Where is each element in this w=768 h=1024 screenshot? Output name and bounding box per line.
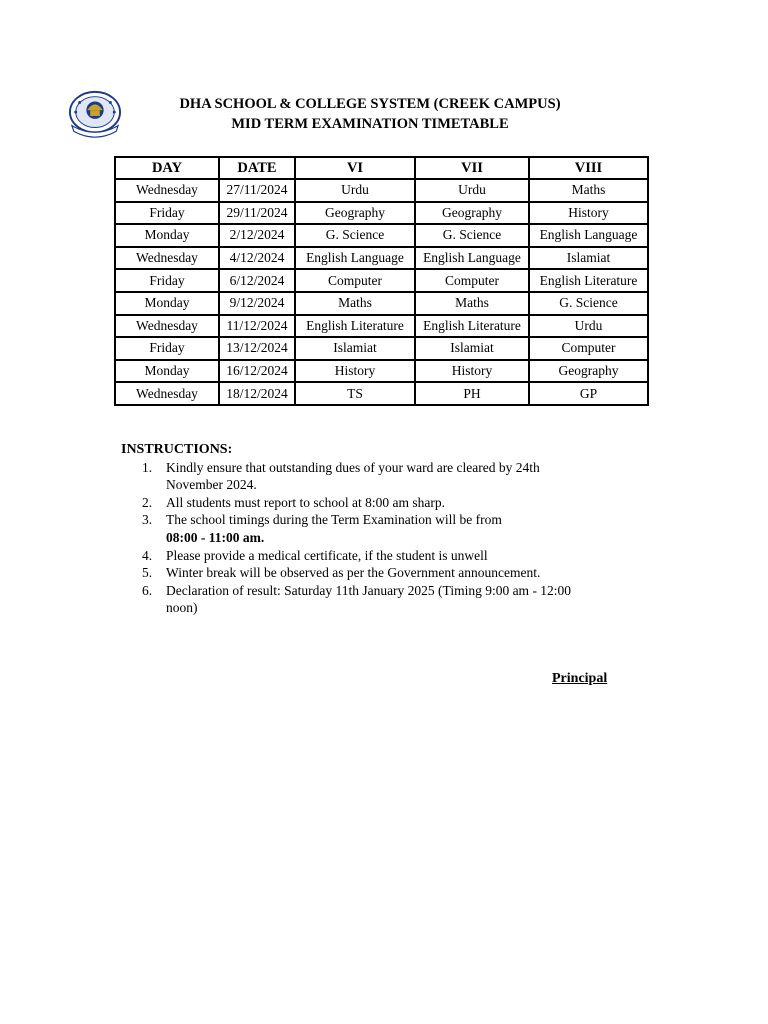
class-vi-subject: TS [295, 382, 415, 405]
date-cell: 29/11/2024 [219, 202, 295, 225]
date-cell: 11/12/2024 [219, 315, 295, 338]
class-viii-subject: Urdu [529, 315, 648, 338]
day-cell: Monday [115, 292, 219, 315]
list-item [121, 511, 591, 546]
table-row [115, 382, 648, 405]
column-header-day: DAY [115, 157, 219, 179]
column-header-date: DATE [219, 157, 295, 179]
item-number: 6. [142, 582, 153, 598]
table-row [115, 337, 648, 360]
item-text: Kindly ensure that outstanding dues of your ward are cleared by 24th November 2024. [166, 459, 540, 493]
class-viii-subject: G. Science [529, 292, 648, 315]
day-cell: Friday [115, 269, 219, 292]
class-vii-subject: Urdu [415, 179, 529, 202]
class-vii-subject: G. Science [415, 224, 529, 247]
class-vi-subject: Urdu [295, 179, 415, 202]
exam-timing: 08:00 - 11:00 am. [166, 529, 265, 545]
table-header-row [115, 157, 648, 179]
day-cell: Wednesday [115, 247, 219, 270]
item-number: 2. [142, 494, 153, 510]
item-text: Please provide a medical certificate, if the student is unwell [166, 547, 488, 563]
table-row [115, 360, 648, 383]
document-header [150, 94, 590, 134]
date-cell: 4/12/2024 [219, 247, 295, 270]
date-cell: 27/11/2024 [219, 179, 295, 202]
class-vii-subject: English Language [415, 247, 529, 270]
column-header-viii: VIII [529, 157, 648, 179]
table-row [115, 224, 648, 247]
list-item [121, 547, 591, 565]
item-number: 4. [142, 547, 153, 563]
date-cell: 9/12/2024 [219, 292, 295, 315]
class-vi-subject: Maths [295, 292, 415, 315]
class-vii-subject: Geography [415, 202, 529, 225]
class-vi-subject: History [295, 360, 415, 383]
column-header-vii: VII [415, 157, 529, 179]
class-vi-subject: Computer [295, 269, 415, 292]
class-viii-subject: Geography [529, 360, 648, 383]
date-cell: 16/12/2024 [219, 360, 295, 383]
item-number: 3. [142, 512, 153, 528]
class-viii-subject: Maths [529, 179, 648, 202]
day-cell: Wednesday [115, 315, 219, 338]
class-viii-subject: English Language [529, 224, 648, 247]
class-vii-subject: English Literature [415, 315, 529, 338]
instructions-heading: INSTRUCTIONS: [121, 442, 233, 457]
class-vi-subject: Islamiat [295, 337, 415, 360]
item-text: Declaration of result: Saturday 11th January 2025 (Timing 9:00 am - 12:00 noon) [166, 582, 572, 616]
table-row [115, 269, 648, 292]
class-vii-subject: Islamiat [415, 337, 529, 360]
table-row [115, 292, 648, 315]
instructions-list [121, 459, 591, 617]
class-viii-subject: Islamiat [529, 247, 648, 270]
class-viii-subject: Computer [529, 337, 648, 360]
day-cell: Friday [115, 202, 219, 225]
class-vi-subject: English Literature [295, 315, 415, 338]
school-name: DHA SCHOOL & COLLEGE SYSTEM (CREEK CAMPUS) [179, 96, 561, 112]
list-item [121, 459, 591, 494]
instructions-section [121, 441, 591, 617]
class-vi-subject: English Language [295, 247, 415, 270]
day-cell: Wednesday [115, 179, 219, 202]
table-row [115, 202, 648, 225]
item-number: 5. [142, 565, 153, 581]
date-cell: 18/12/2024 [219, 382, 295, 405]
table-row [115, 179, 648, 202]
class-vi-subject: Geography [295, 202, 415, 225]
item-text: The school timings during the Term Examination will be from [166, 512, 502, 528]
table-row [115, 315, 648, 338]
day-cell: Monday [115, 360, 219, 383]
day-cell: Wednesday [115, 382, 219, 405]
class-vii-subject: Computer [415, 269, 529, 292]
item-text: Winter break will be observed as per the Government announcement. [166, 565, 541, 581]
day-cell: Friday [115, 337, 219, 360]
school-crest-icon [66, 89, 124, 141]
class-vi-subject: G. Science [295, 224, 415, 247]
list-item [121, 564, 591, 582]
list-item [121, 582, 591, 617]
principal-signature: Principal [552, 671, 608, 686]
list-item [121, 494, 591, 512]
class-vii-subject: PH [415, 382, 529, 405]
document-title: MID TERM EXAMINATION TIMETABLE [231, 116, 509, 132]
class-viii-subject: GP [529, 382, 648, 405]
date-cell: 13/12/2024 [219, 337, 295, 360]
column-header-vi: VI [295, 157, 415, 179]
date-cell: 2/12/2024 [219, 224, 295, 247]
class-vii-subject: History [415, 360, 529, 383]
class-viii-subject: English Literature [529, 269, 648, 292]
item-text: All students must report to school at 8:00 am sharp. [166, 494, 445, 510]
item-number: 1. [142, 459, 153, 475]
day-cell: Monday [115, 224, 219, 247]
table-row [115, 247, 648, 270]
class-viii-subject: History [529, 202, 648, 225]
class-vii-subject: Maths [415, 292, 529, 315]
date-cell: 6/12/2024 [219, 269, 295, 292]
exam-timetable [114, 156, 649, 406]
